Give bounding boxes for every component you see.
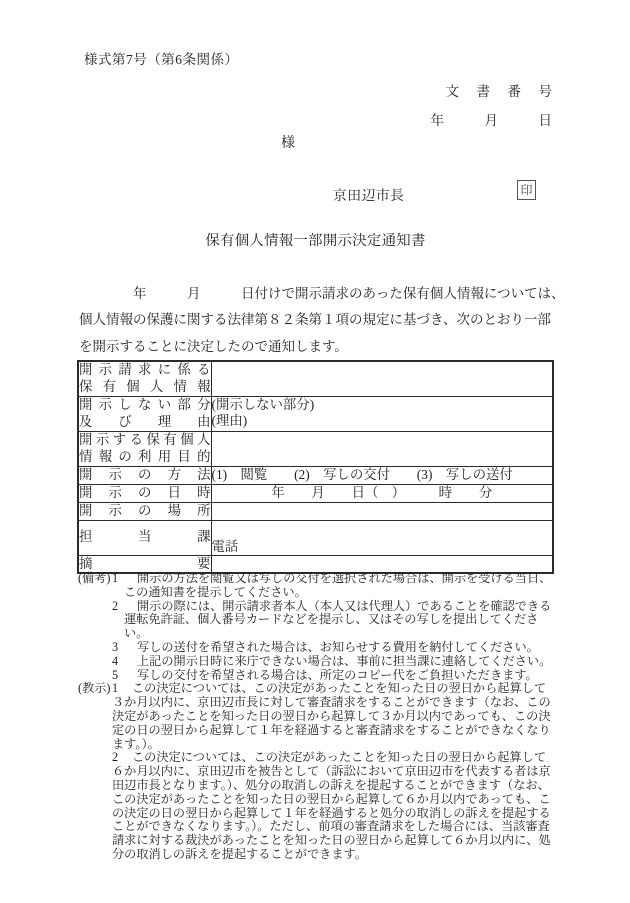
addressee-suffix: 様 xyxy=(281,136,295,151)
row-label: 情報の利用目的 xyxy=(79,448,211,464)
disclosure-decision-table xyxy=(77,360,554,574)
row-label: 保有個人情報 xyxy=(79,378,211,394)
row-value-line: (理由) xyxy=(211,412,248,428)
document-title: 保有個人情報一部開示決定通知書 xyxy=(205,233,426,249)
row-label: 摘要 xyxy=(79,555,211,571)
table-row-nondisclosed-part xyxy=(78,396,553,431)
date-line: 年 月 日 xyxy=(430,113,552,128)
remark-item xyxy=(112,572,558,600)
row-value xyxy=(211,502,553,520)
remark-item xyxy=(112,655,558,669)
table-row-disclosure-method xyxy=(78,466,553,484)
row-value: (1) 閲覧 (2) 写しの交付 (3) 写しの送付 xyxy=(211,466,553,484)
row-label: 開示請求に係る xyxy=(79,362,211,378)
instruction-item xyxy=(112,751,558,861)
item-number: 5 xyxy=(112,667,119,682)
item-text: この決定については、この決定があったことを知った日の翌日から起算して３か月以内に、京田辺市長に対して審査請求をすることができます（なお、この決定があったことを知った日の翌日から起算して３か月以内であっても、この決定の日の翌日から起算して１年を経過すると審査請求をすることができなくなります。）。 xyxy=(112,681,551,751)
remarks-label: (備考) xyxy=(78,571,111,585)
item-number: 2 xyxy=(112,598,119,613)
row-label: 開示の方法 xyxy=(79,466,211,482)
body-line: を開示することに決定したので通知します。 xyxy=(79,338,348,354)
item-text: 写しの送付を希望された場合は、お知らせする費用を納付してください。 xyxy=(137,639,539,654)
instructions-label: (教示) xyxy=(78,681,111,696)
remark-item xyxy=(112,641,558,655)
row-label: 担当課 xyxy=(79,529,211,545)
row-label: 開示の日時 xyxy=(79,484,211,500)
row-label: 開示の場所 xyxy=(79,502,211,518)
document-number-label: 文 書 番 号 xyxy=(445,84,554,99)
item-number: 1 xyxy=(112,571,119,585)
row-value: 年 月 日（ ） 時 分 xyxy=(211,484,553,502)
remark-item xyxy=(112,600,558,641)
row-value xyxy=(211,361,553,396)
body-line: 個人情報の保護に関する法律第８２条第１項の規定に基づき、次のとおり一部 xyxy=(79,312,551,328)
item-text: 上記の開示日時に来庁できない場合は、事前に担当課に連絡してください。 xyxy=(137,653,552,668)
form-number: 様式第7号（第6条関係） xyxy=(84,52,239,67)
seal-stamp-placeholder: 印 xyxy=(517,180,536,200)
item-number: 2 xyxy=(112,750,119,765)
row-label: 及び理由 xyxy=(79,413,211,429)
table-row-disclosure-datetime xyxy=(78,484,553,502)
row-value: 電話 xyxy=(211,520,553,555)
instructions-block xyxy=(78,682,558,861)
body-paragraph xyxy=(79,281,569,360)
body-line: 年 月 日付けで開示請求のあった保有個人情報については、 xyxy=(79,286,565,301)
item-text: 開示の方法を閲覧又は写しの交付を選択された場合は、開示を受ける当日、この通知書を提示してください。 xyxy=(124,571,552,599)
row-label: 開示しない部分 xyxy=(79,397,211,412)
item-number: 4 xyxy=(112,653,119,668)
notes-section xyxy=(78,572,558,862)
instruction-item xyxy=(112,682,558,751)
row-value-line: (開示しない部分) xyxy=(211,396,315,412)
row-value xyxy=(211,431,553,466)
remarks-block xyxy=(78,572,558,682)
sender-name: 京田辺市長 xyxy=(333,188,405,203)
table-row-requested-info xyxy=(78,361,553,396)
table-row-disclosure-place xyxy=(78,502,553,520)
row-label: 開示する保有個人 xyxy=(79,432,211,447)
item-text: 写しの交付を希望される場合は、所定のコピー代をご負担いただきます。 xyxy=(137,667,538,682)
item-number: 1 xyxy=(112,681,119,696)
item-text: この決定については、この決定があったことを知った日の翌日から起算して６か月以内に、京田辺市を被告として（訴訟において京田辺市を代表する者は京田辺市長となります。）、処分の取消しの訴えを提起することができます（なお、この決定があったことを知った日の翌日から起算して６か月以内であっても、この決定の日の翌日から起算して１年を経過すると処分の取消しの訴えを提起することができなくなります。）。ただし、前項の審査請求をした場合には、当該審査請求に対する裁決があったことを知った日の翌日から起算して６か月以内に、処分の取消しの訴えを提起することができます。 xyxy=(112,750,551,861)
item-number: 3 xyxy=(112,639,119,654)
table-row-usage-purpose xyxy=(78,431,553,466)
table-row-responsible-section xyxy=(78,520,553,555)
item-text: 開示の際には、開示請求者本人（本人又は代理人）であることを確認できる運転免許証、個人番号カードなどを提示し、又はその写しを提出してください。 xyxy=(124,598,552,641)
